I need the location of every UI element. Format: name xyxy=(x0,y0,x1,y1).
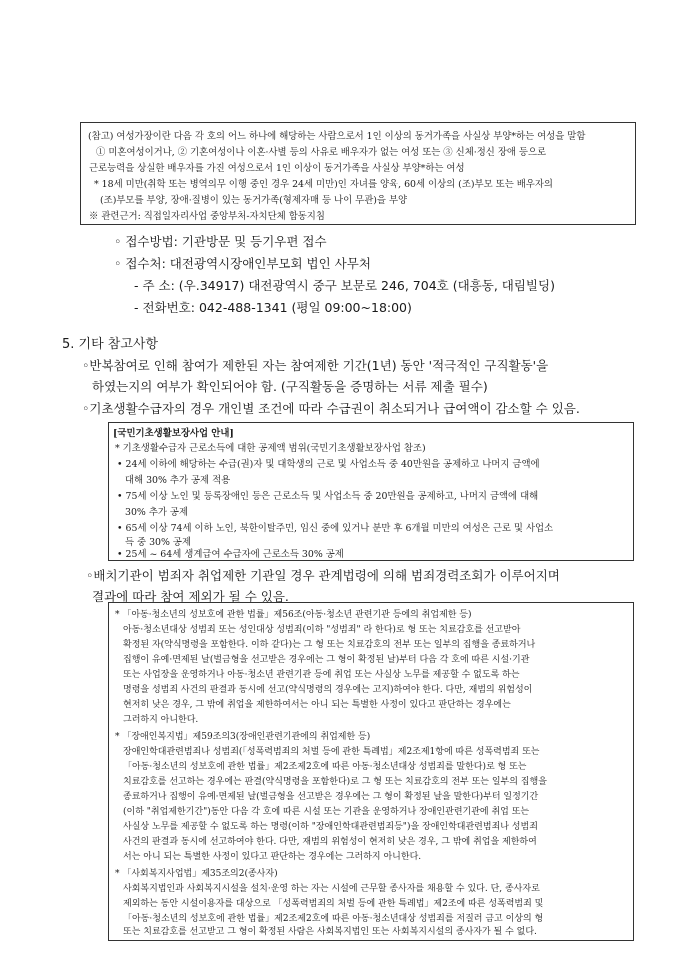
law-line: 확정된 자(약식명령을 포함한다. 이하 같다)는 그 형 또는 치료감호의 전부 또는 일부의 집행을 종료하거나 xyxy=(123,640,536,650)
bullet-criminal-check-cont: 결과에 따라 참여 제외가 될 수 있음. xyxy=(92,589,289,604)
note-line: 대해 30% 추가 공제 적용 xyxy=(125,475,231,486)
law-line: 사회복지법인과 사회복지시설을 설치·운영 하는 자는 시설에 근무할 종사자를 채용할 수 있다. 단, 종사자로 xyxy=(123,884,540,894)
note-line: (조)부모를 부양, 장애·질병이 있는 동거가족(형제자매 등 나이 무관)을 부양 xyxy=(100,195,408,206)
note-line: 30% 추가 공제 xyxy=(125,507,189,518)
law-line: 「아동·청소년의 성보호에 관한 법률」제2조제2호에 따른 아동·청소년대상 성범죄를 저질러 금고 이상의 형 xyxy=(123,914,544,924)
bullet-basic-livelihood: ◦기초생활수급자의 경우 개인별 조건에 따라 수급권이 취소되거나 급여액이 감소할 수 있음. xyxy=(82,401,580,416)
note-line: • 24세 이하에 해당하는 수급(권)자 및 대학생의 근로 및 사업소득 중 40만원을 공제하고 나머지 금액에 xyxy=(117,459,540,470)
law-line: 그러하지 아니한다. xyxy=(123,715,199,725)
note-line: 득 중 30% 공제 xyxy=(125,537,192,548)
law-line: 현저히 낮은 경우, 그 밖에 취업을 제한하여서는 아니 되는 특별한 사정이 있다고 판단하는 경우에는 xyxy=(123,700,511,710)
law-line: 명령을 성범죄 사건의 판결과 동시에 선고(약식명령의 경우에는 고지)하여야 한다. 다만, 재범의 위험성이 xyxy=(123,685,533,695)
law-line: 사실상 노무를 제공할 수 없도록 하는 명령(이하 "장애인학대관련범죄등")을 장애인학대관련범죄나 성범죄 xyxy=(123,822,538,832)
note-line: ① 미혼여성이거나, ② 기혼여성이나 이혼·사별 등의 사유로 배우자가 없는 여성 또는 ③ 신체·정신 장애 등으로 xyxy=(96,147,547,158)
law-line: (이하 "취업제한기간")동안 다음 각 호에 따른 시설 또는 기관을 운영하거나 장애인관련기관에 취업 또는 xyxy=(123,807,530,817)
submission-office: ◦ 접수처: 대전광역시장애인부모회 법인 사무처 xyxy=(114,256,371,271)
law-line: 치료감호를 선고하는 경우에는 판결(약식명령을 포함한다)로 그 형 또는 치료감호의 전부 또는 일부의 집행을 xyxy=(123,777,547,787)
law-heading: * 「사회복지사업법」제35조의2(종사자) xyxy=(115,869,278,879)
note-title: [국민기초생활보장사업 안내] xyxy=(113,428,234,439)
note-line: • 75세 이상 노인 및 등록장애인 등은 근로소득 및 사업소득 중 20만원을 공제하고, 나머지 금액에 대해 xyxy=(117,491,539,502)
note-line: (참고) 여성가장이란 다음 각 호의 어느 하나에 해당하는 사람으로서 1인 이상의 동거가족을 사실상 부양*하는 여성을 말함 xyxy=(88,131,586,142)
law-heading: * 「아동·청소년의 성보호에 관한 법률」제56조(아동·청소년 관련기관 등에의 취업제한 등) xyxy=(115,610,472,620)
note-line: ※ 관련근거: 직접일자리사업 중앙부처-자치단체 합동지침 xyxy=(89,211,325,222)
note-line: • 25세 ~ 64세 생계급여 수급자에 근로소득 30% 공제 xyxy=(117,549,344,560)
submission-phone: - 전화번호: 042-488-1341 (평일 09:00~18:00) xyxy=(134,300,412,315)
law-line: 제외하는 동안 시설이용자를 대상으로 「성폭력범죄의 처벌 등에 관한 특례법」제2조에 따른 성폭력범죄 및 xyxy=(123,899,544,909)
law-line: 사건의 판결과 동시에 선고하여야 한다. 다만, 재범의 위험성이 현저히 낮은 경우, 그 밖에 취업을 제한하여 xyxy=(123,837,537,847)
law-heading: * 「장애인복지법」제59조의3(장애인관련기관에의 취업제한 등) xyxy=(115,732,371,742)
note-line: * 기초생활수급자 근로소득에 대한 공제액 범위(국민기초생활보장사업 참조) xyxy=(115,443,426,454)
section-heading: 5. 기타 참고사항 xyxy=(62,337,159,352)
law-line: 서는 아니 되는 특별한 사정이 있다고 판단하는 경우에는 그러하지 아니한다. xyxy=(123,852,422,862)
submission-method: ◦ 접수방법: 기관방문 및 등기우편 접수 xyxy=(114,234,327,249)
bullet-repeat-participation-cont: 하였는지의 여부가 확인되어야 함. (구직활동을 증명하는 서류 제출 필수) xyxy=(92,379,488,394)
note-box-basic-livelihood xyxy=(108,422,634,561)
submission-address: - 주 소: (우.34917) 대전광역시 중구 보문로 246, 704호 (대흥동, 대림빌딩) xyxy=(134,278,555,293)
law-line: 아동·청소년대상 성범죄 또는 성인대상 성범죄(이하 "성범죄" 라 한다)로 형 또는 치료감호를 선고받아 xyxy=(123,625,521,635)
law-line: 또는 치료감호를 선고받고 그 형이 확정된 사람은 사회복지법인 또는 사회복지시설의 종사자가 될 수 없다. xyxy=(123,927,537,937)
note-box-employment-restriction xyxy=(108,602,634,941)
note-line: • 65세 이상 74세 이하 노인, 북한이탈주민, 임신 중에 있거나 분만 후 6개월 미만의 여성은 근로 및 사업소 xyxy=(117,523,554,534)
law-line: 장애인학대관련범죄나 성범죄(「성폭력범죄의 처벌 등에 관한 특례법」제2조제1항에 따른 성폭력범죄 또는 xyxy=(123,747,540,757)
note-box-female-householder xyxy=(80,122,636,225)
law-line: 「아동·청소년의 성보호에 관한 법률」제2조제2호에 따른 아동·청소년대상 성범죄를 말한다)로 형 또는 xyxy=(123,762,527,772)
law-line: 집행이 유예·면제된 날(벌금형을 선고받은 경우에는 그 형이 확정된 날)부터 다음 각 호에 따른 시설·기관 xyxy=(123,655,530,665)
law-line: 또는 사업장을 운영하거나 아동·청소년 관련기관 등에 취업 또는 사실상 노무를 제공할 수 없도록 하는 xyxy=(123,670,520,680)
bullet-repeat-participation: ◦반복참여로 인해 참여가 제한된 자는 참여제한 기간(1년) 동안 '적극적인 구직활동'을 xyxy=(82,358,549,373)
bullet-criminal-check: ◦배치기관이 범죄자 취업제한 기관일 경우 관계법령에 의해 범죄경력조회가 이루어지며 xyxy=(86,568,560,583)
note-line: 근로능력을 상실한 배우자를 가진 여성으로서 1인 이상이 동거가족을 사실상 부양*하는 여성 xyxy=(89,163,465,174)
note-line: * 18세 미만(취학 또는 병역의무 이행 중인 경우 24세 미만)인 자녀를 양육, 60세 이상의 (조)부모 또는 배우자의 xyxy=(94,179,553,190)
law-line: 종료하거나 집행이 유예·면제된 날(벌금형을 선고받은 경우에는 그 형이 확정된 날을 말한다)부터 일정기간 xyxy=(123,792,539,802)
